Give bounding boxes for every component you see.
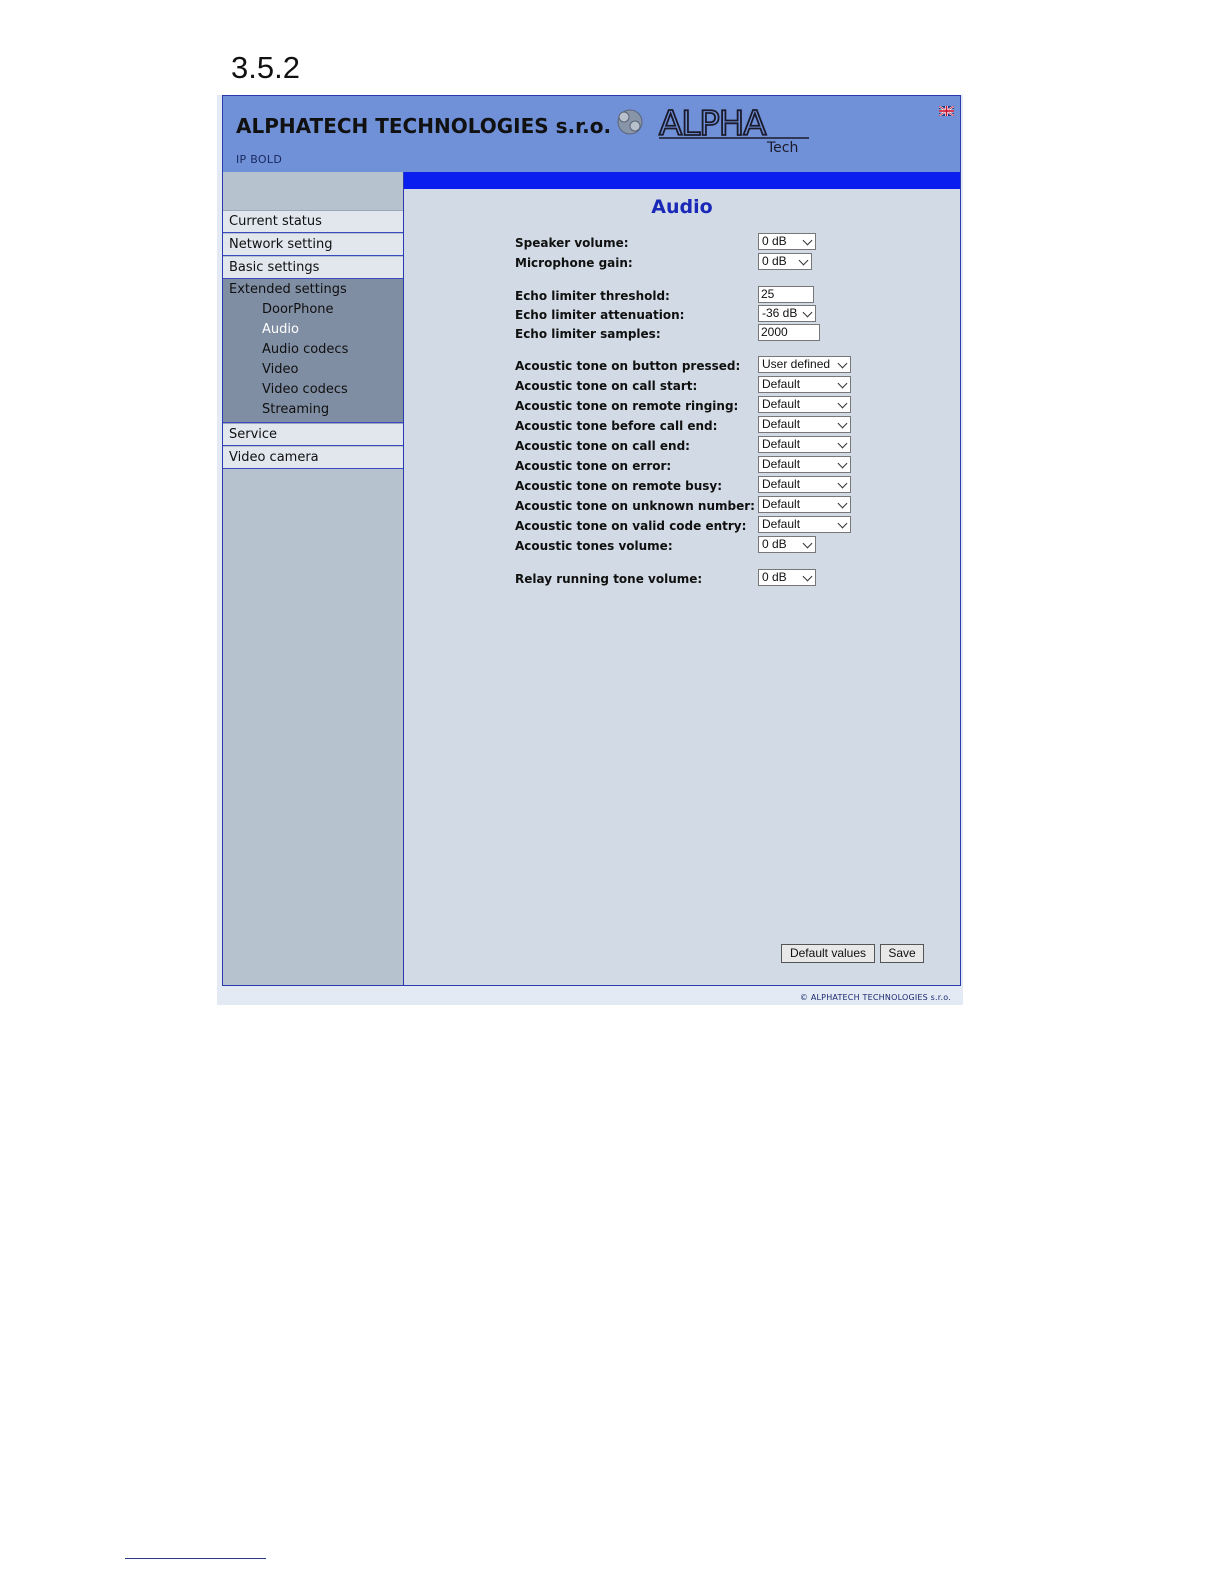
chevron-down-icon xyxy=(803,572,813,582)
form-row xyxy=(515,569,955,589)
acoustic-tones-volume-select[interactable]: 0 dB xyxy=(758,536,816,553)
tone-before-call-end-select[interactable]: Default xyxy=(758,416,851,433)
form-row xyxy=(515,496,955,516)
form-row xyxy=(515,286,955,306)
sidebar-group-extended-settings xyxy=(223,279,403,423)
form-row xyxy=(515,324,955,344)
form-row xyxy=(515,416,955,436)
sidebar-item-current-status[interactable]: Current status xyxy=(223,210,403,233)
field-label: Echo limiter samples: xyxy=(515,327,661,341)
chevron-down-icon xyxy=(803,236,813,246)
page-header xyxy=(223,96,960,172)
company-name: ALPHATECH TECHNOLOGIES s.r.o. xyxy=(236,114,612,138)
accent-bar xyxy=(404,172,960,189)
chevron-down-icon xyxy=(838,419,848,429)
microphone-gain-select[interactable]: 0 dB xyxy=(758,253,812,270)
admin-panel xyxy=(222,95,961,986)
field-label: Acoustic tone on error: xyxy=(515,459,672,473)
chevron-down-icon xyxy=(838,459,848,469)
chevron-down-icon xyxy=(838,379,848,389)
uk-flag-icon[interactable] xyxy=(939,106,954,116)
field-label: Acoustic tone on remote busy: xyxy=(515,479,723,493)
field-label: Speaker volume: xyxy=(515,236,629,250)
field-label: Acoustic tone on button pressed: xyxy=(515,359,741,373)
form-row xyxy=(515,536,955,556)
tone-remote-ringing-select[interactable]: Default xyxy=(758,396,851,413)
chevron-down-icon xyxy=(838,479,848,489)
tone-remote-busy-select[interactable]: Default xyxy=(758,476,851,493)
sidebar-subitem-audio[interactable]: Audio xyxy=(262,322,299,337)
relay-tone-volume-select[interactable]: 0 dB xyxy=(758,569,816,586)
page-title: Audio xyxy=(651,196,713,218)
form-row xyxy=(515,476,955,496)
field-label: Acoustic tone on unknown number: xyxy=(515,499,755,513)
sidebar-nav xyxy=(223,172,404,985)
field-label: Relay running tone volume: xyxy=(515,572,703,586)
chevron-down-icon xyxy=(838,519,848,529)
device-model: IP BOLD xyxy=(236,153,283,166)
sidebar-subitem-video[interactable]: Video xyxy=(262,362,299,377)
sidebar-subitem-video-codecs[interactable]: Video codecs xyxy=(262,382,348,397)
chevron-down-icon xyxy=(838,359,848,369)
sidebar-item-network-setting[interactable]: Network setting xyxy=(223,234,403,256)
tone-unknown-number-select[interactable]: Default xyxy=(758,496,851,513)
field-label: Acoustic tone on valid code entry: xyxy=(515,519,747,533)
section-heading: 3.5.2 xyxy=(231,50,300,85)
save-button[interactable]: Save xyxy=(880,944,924,963)
field-label: Acoustic tone on call end: xyxy=(515,439,690,453)
footnote-divider xyxy=(125,1558,266,1559)
sidebar-subitem-doorphone[interactable]: DoorPhone xyxy=(262,302,334,317)
tone-call-start-select[interactable]: Default xyxy=(758,376,851,393)
chevron-down-icon xyxy=(803,539,813,549)
alphatech-logo xyxy=(613,102,813,158)
logo-wordmark: ALPHA xyxy=(659,104,766,144)
echo-limiter-threshold-input[interactable]: 25 xyxy=(758,286,814,303)
form-row xyxy=(515,305,955,325)
chevron-down-icon xyxy=(838,439,848,449)
form-row xyxy=(515,516,955,536)
chevron-down-icon xyxy=(803,308,813,318)
tone-button-pressed-select[interactable]: User defined xyxy=(758,356,851,373)
chevron-down-icon xyxy=(838,499,848,509)
default-values-button[interactable]: Default values xyxy=(781,944,875,963)
form-row xyxy=(515,233,955,253)
form-row xyxy=(515,396,955,416)
form-row xyxy=(515,436,955,456)
form-row xyxy=(515,456,955,476)
tone-error-select[interactable]: Default xyxy=(758,456,851,473)
form-row xyxy=(515,376,955,396)
speaker-volume-select[interactable]: 0 dB xyxy=(758,233,816,250)
chevron-down-icon xyxy=(799,256,809,266)
field-label: Acoustic tones volume: xyxy=(515,539,673,553)
copyright-text: © ALPHATECH TECHNOLOGIES s.r.o. xyxy=(799,993,951,1002)
sidebar-item-extended-settings[interactable]: Extended settings xyxy=(229,282,347,297)
field-label: Echo limiter attenuation: xyxy=(515,308,685,322)
sidebar-item-video-camera[interactable]: Video camera xyxy=(223,447,403,469)
field-label: Acoustic tone before call end: xyxy=(515,419,718,433)
field-label: Echo limiter threshold: xyxy=(515,289,670,303)
sidebar-item-service[interactable]: Service xyxy=(223,423,403,446)
form-row xyxy=(515,356,955,376)
sidebar-subitem-streaming[interactable]: Streaming xyxy=(262,402,330,417)
main-content xyxy=(404,172,960,985)
logo-subtext: Tech xyxy=(767,140,799,154)
tone-call-end-select[interactable]: Default xyxy=(758,436,851,453)
field-label: Acoustic tone on call start: xyxy=(515,379,698,393)
form-row xyxy=(515,253,955,273)
sidebar-item-basic-settings[interactable]: Basic settings xyxy=(223,257,403,279)
browser-page xyxy=(217,95,963,1005)
echo-limiter-samples-input[interactable]: 2000 xyxy=(758,324,820,341)
field-label: Microphone gain: xyxy=(515,256,633,270)
chevron-down-icon xyxy=(838,399,848,409)
echo-limiter-attenuation-select[interactable]: -36 dB xyxy=(758,305,816,322)
sidebar-subitem-audio-codecs[interactable]: Audio codecs xyxy=(262,342,349,357)
tone-valid-code-entry-select[interactable]: Default xyxy=(758,516,851,533)
field-label: Acoustic tone on remote ringing: xyxy=(515,399,739,413)
